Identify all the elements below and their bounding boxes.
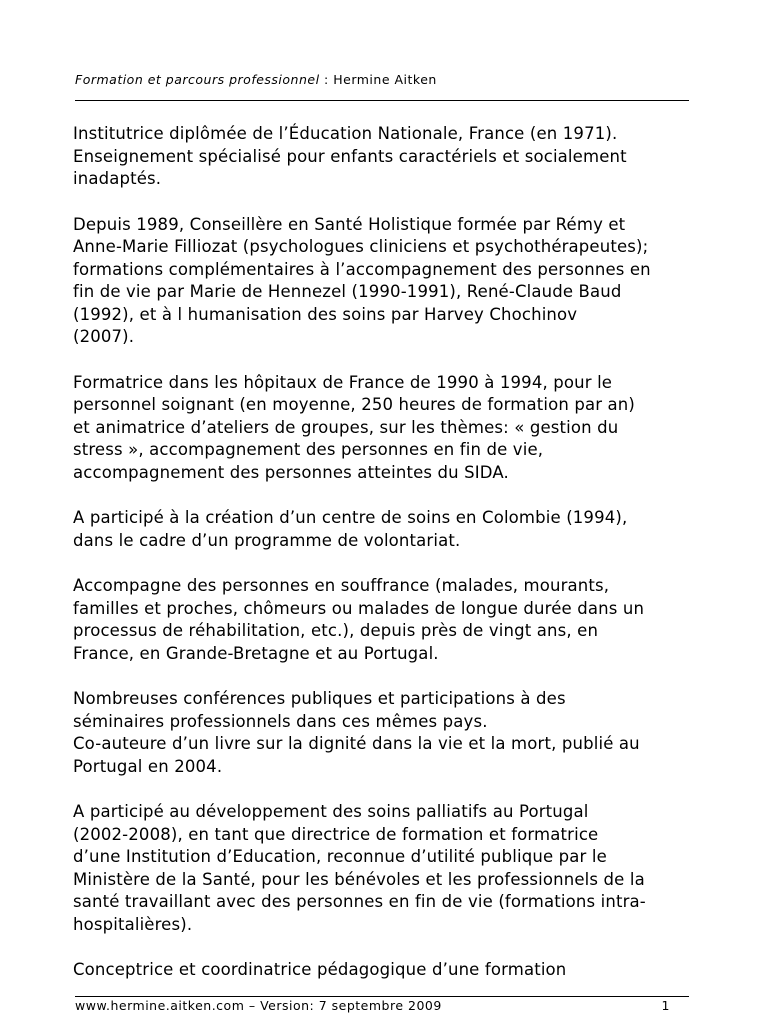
text-line: d’une Institution d’Education, reconnue d’utilité publique par le: [73, 847, 607, 866]
page-footer: [75, 998, 670, 1014]
text-line: hospitalières).: [73, 914, 193, 934]
header-author: Hermine Aitken: [333, 72, 437, 87]
text-line: Formatrice dans les hôpitaux de France de 1990 à 1994, pour le: [73, 372, 613, 392]
text-line: séminaires professionnels dans ces mêmes pays.: [73, 711, 488, 731]
text-line: A participé à la création d’un centre de soins en Colombie (1994),: [73, 508, 628, 527]
text-line: Institutrice diplômée de l’Éducation Nationale, France (en 1971).: [73, 124, 618, 143]
header-separator: :: [319, 72, 334, 87]
document-body: [73, 123, 698, 1005]
page-number: 1: [661, 998, 670, 1013]
paragraph-conferences: [73, 688, 698, 733]
text-line: Portugal en 2004.: [73, 756, 223, 776]
text-line: et animatrice d’ateliers de groupes, sur les thèmes: « gestion du: [73, 417, 619, 437]
header-title: Formation et parcours professionnel: [75, 72, 320, 87]
paragraph-palliative-care: [73, 801, 698, 936]
text-line: Depuis 1989, Conseillère en Santé Holistique formée par Rémy et: [73, 214, 626, 234]
text-line: (1992), et à l humanisation des soins par Harvey Chochinov: [73, 304, 578, 324]
text-line: accompagnement des personnes atteintes du SIDA.: [73, 462, 509, 482]
header-rule: [75, 100, 689, 101]
text-line: A participé au développement des soins palliatifs au Portugal: [73, 802, 589, 821]
paragraph-hospital-training: [73, 372, 698, 485]
paragraph-holistic-health: [73, 214, 698, 349]
footer-rule: [75, 996, 689, 997]
paragraph-designer: [73, 959, 698, 982]
text-line: familles et proches, chômeurs ou malades de longue durée dans un: [73, 598, 645, 618]
text-line: stress », accompagnement des personnes en fin de vie,: [73, 440, 544, 459]
text-line: Co-auteure d’un livre sur la dignité dans la vie et la mort, publié au: [73, 734, 640, 753]
text-line: dans le cadre d’un programme de volontariat.: [73, 530, 461, 550]
text-line: Nombreuses conférences publiques et participations à des: [73, 689, 566, 708]
paragraph-education: [73, 123, 698, 191]
paragraph-colombia: [73, 507, 698, 552]
text-line: processus de réhabilitation, etc.), depuis près de vingt ans, en: [73, 621, 599, 640]
paragraph-book: [73, 733, 698, 778]
text-line: (2002-2008), en tant que directrice de formation et formatrice: [73, 824, 599, 844]
footer-text: www.hermine.aitken.com – Version: 7 septembre 2009: [75, 998, 442, 1013]
text-line: Enseignement spécialisé pour enfants caractériels et socialement: [73, 146, 627, 166]
text-line: fin de vie par Marie de Hennezel (1990-1991), René-Claude Baud: [73, 282, 622, 301]
text-line: personnel soignant (en moyenne, 250 heures de formation par an): [73, 395, 636, 414]
paragraph-accompaniment: [73, 575, 698, 665]
text-line: (2007).: [73, 327, 135, 346]
text-line: formations complémentaires à l’accompagnement des personnes en: [73, 259, 651, 279]
text-line: Conceptrice et coordinatrice pédagogique d’une formation: [73, 960, 567, 979]
text-line: inadaptés.: [73, 169, 162, 188]
text-line: Accompagne des personnes en souffrance (malades, mourants,: [73, 576, 610, 595]
page-header: [75, 72, 690, 88]
text-line: Anne-Marie Filliozat (psychologues cliniciens et psychothérapeutes);: [73, 237, 649, 256]
text-line: Ministère de la Santé, pour les bénévoles et les professionnels de la: [73, 869, 645, 889]
text-line: France, en Grande-Bretagne et au Portugal.: [73, 643, 439, 663]
text-line: santé travaillant avec des personnes en fin de vie (formations intra-: [73, 892, 646, 911]
